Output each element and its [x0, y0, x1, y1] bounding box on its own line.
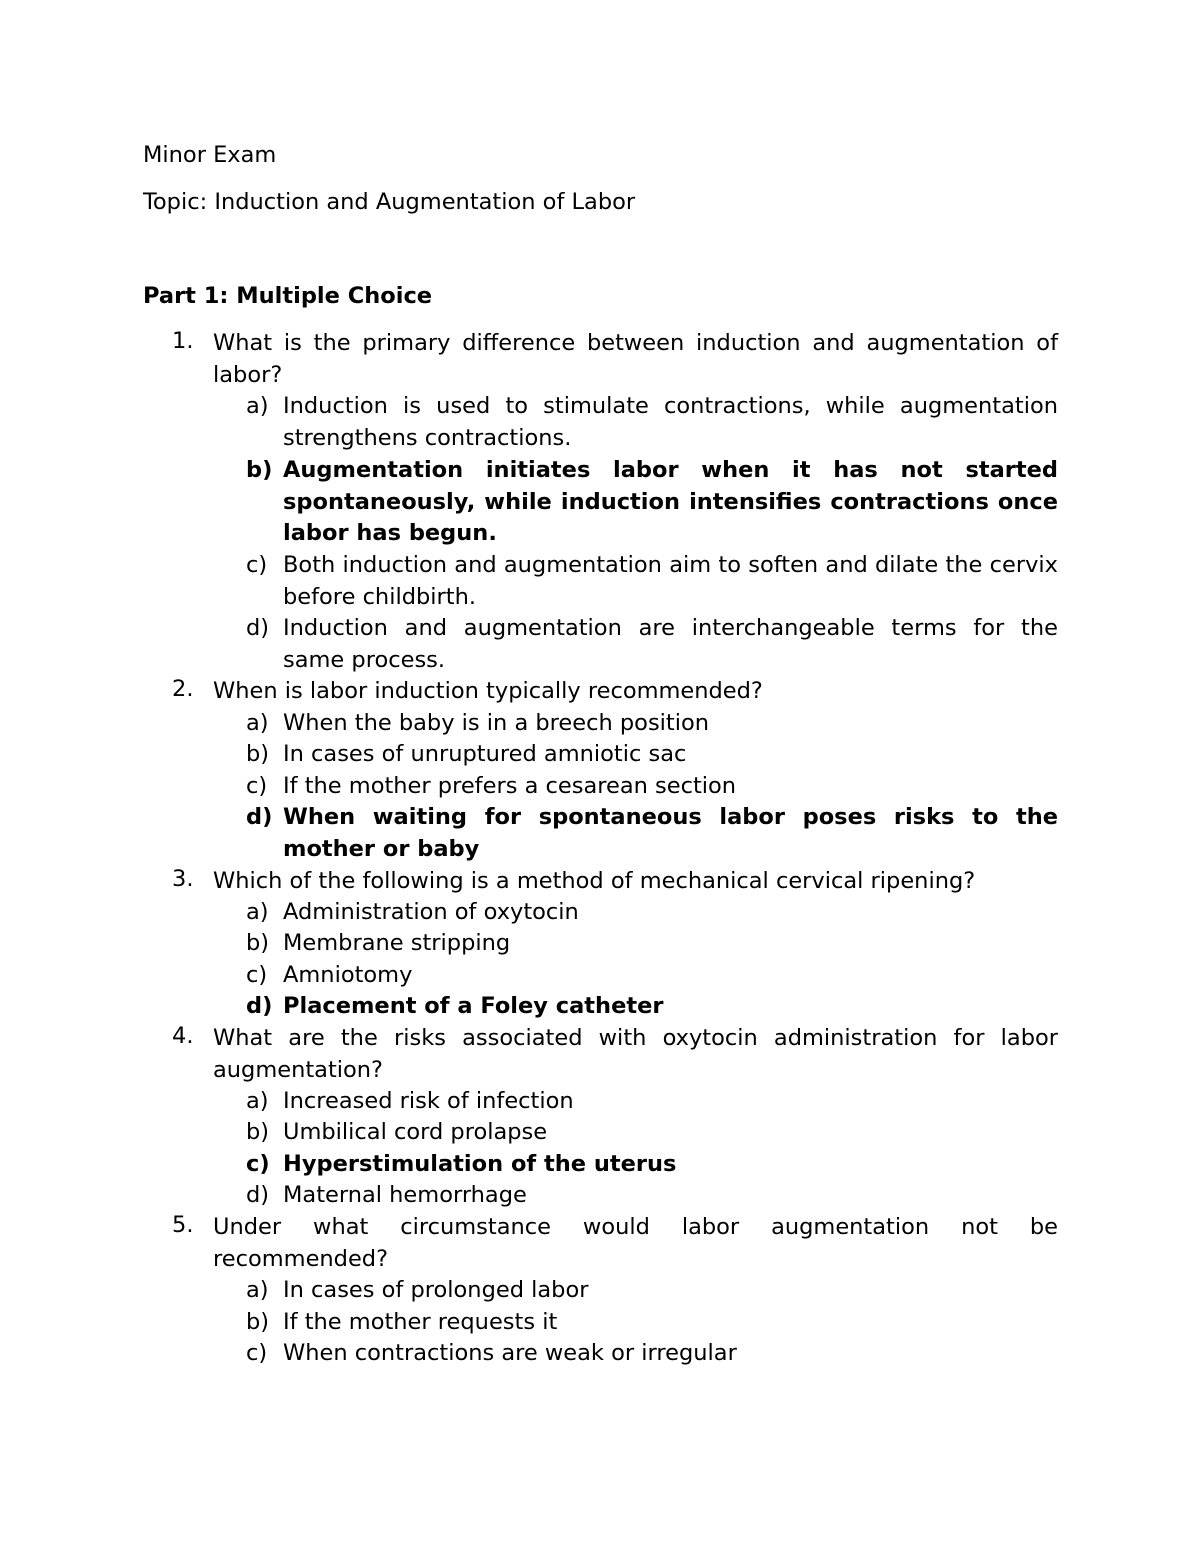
question-3: [172, 866, 1058, 898]
option-text: Induction and augmentation are interchangeable terms for the same process.: [283, 615, 1058, 673]
option-1c: [246, 550, 1058, 613]
option-text: Amniotomy: [283, 962, 413, 988]
question-text: What are the risks associated with oxytocin administration for labor augmentation?: [213, 1025, 1058, 1083]
option-text: Increased risk of infection: [283, 1088, 574, 1114]
option-text: In cases of unruptured amniotic sac: [283, 741, 687, 767]
option-label: c): [246, 962, 268, 988]
option-label: c): [246, 773, 268, 799]
option-1d: [246, 613, 1058, 676]
option-text: Placement of a Foley catheter: [283, 993, 664, 1019]
option-text: Both induction and augmentation aim to soften and dilate the cervix before childbirth.: [283, 552, 1058, 610]
option-2a: [246, 708, 1058, 740]
option-label: c): [246, 1340, 268, 1366]
option-label: b): [246, 457, 273, 483]
question-text: Which of the following is a method of mechanical cervical ripening?: [213, 868, 976, 894]
option-label: b): [246, 1309, 270, 1335]
option-label: a): [246, 393, 269, 419]
option-2d: [246, 802, 1058, 865]
option-text: If the mother requests it: [283, 1309, 558, 1335]
option-2b: [246, 739, 1058, 771]
option-text: Augmentation initiates labor when it has not started spontaneously, while induction intensifies contractions once labor has begun.: [283, 457, 1058, 547]
option-5b: [246, 1307, 1058, 1339]
option-text: If the mother prefers a cesarean section: [283, 773, 737, 799]
question-number: 4.: [172, 1023, 194, 1049]
option-text: In cases of prolonged labor: [283, 1277, 589, 1303]
option-label: c): [246, 1151, 270, 1177]
exam-title: Minor Exam: [143, 142, 277, 168]
exam-topic: Topic: Induction and Augmentation of Labor: [143, 189, 636, 215]
option-label: d): [246, 804, 273, 830]
option-1b: [246, 455, 1058, 550]
option-label: b): [246, 1119, 270, 1145]
option-label: d): [246, 1182, 270, 1208]
option-label: b): [246, 930, 270, 956]
option-text: Administration of oxytocin: [283, 899, 579, 925]
option-4c: [246, 1149, 1058, 1181]
part-heading: Part 1: Multiple Choice: [143, 283, 433, 309]
option-4b: [246, 1117, 1058, 1149]
option-label: a): [246, 1277, 269, 1303]
option-text: Hyperstimulation of the uterus: [283, 1151, 677, 1177]
option-text: Induction is used to stimulate contractions, while augmentation strengthens contractions.: [283, 393, 1058, 451]
option-label: a): [246, 899, 269, 925]
option-3a: [246, 897, 1058, 929]
question-1: [172, 328, 1058, 391]
option-label: d): [246, 615, 270, 641]
option-4a: [246, 1086, 1058, 1118]
option-label: a): [246, 1088, 269, 1114]
option-1a: [246, 391, 1058, 454]
option-text: When waiting for spontaneous labor poses risks to the mother or baby: [283, 804, 1058, 862]
question-text: What is the primary difference between induction and augmentation of labor?: [213, 330, 1058, 388]
option-3c: [246, 960, 1058, 992]
question-number: 2.: [172, 676, 194, 702]
option-text: When contractions are weak or irregular: [283, 1340, 737, 1366]
option-label: d): [246, 993, 273, 1019]
option-4d: [246, 1180, 1058, 1212]
option-text: Umbilical cord prolapse: [283, 1119, 548, 1145]
option-5a: [246, 1275, 1058, 1307]
option-label: c): [246, 552, 268, 578]
question-5: [172, 1212, 1058, 1275]
option-3b: [246, 928, 1058, 960]
option-3d: [246, 991, 1058, 1023]
question-text: When is labor induction typically recommended?: [213, 678, 763, 704]
question-number: 5.: [172, 1212, 194, 1238]
question-2: [172, 676, 1058, 708]
question-4: [172, 1023, 1058, 1086]
option-label: a): [246, 710, 269, 736]
option-text: Membrane stripping: [283, 930, 511, 956]
option-5c: [246, 1338, 1058, 1370]
question-number: 3.: [172, 866, 194, 892]
option-text: When the baby is in a breech position: [283, 710, 710, 736]
option-text: Maternal hemorrhage: [283, 1182, 527, 1208]
option-2c: [246, 771, 1058, 803]
option-label: b): [246, 741, 270, 767]
question-text: Under what circumstance would labor augmentation not be recommended?: [213, 1214, 1058, 1272]
question-number: 1.: [172, 328, 194, 354]
